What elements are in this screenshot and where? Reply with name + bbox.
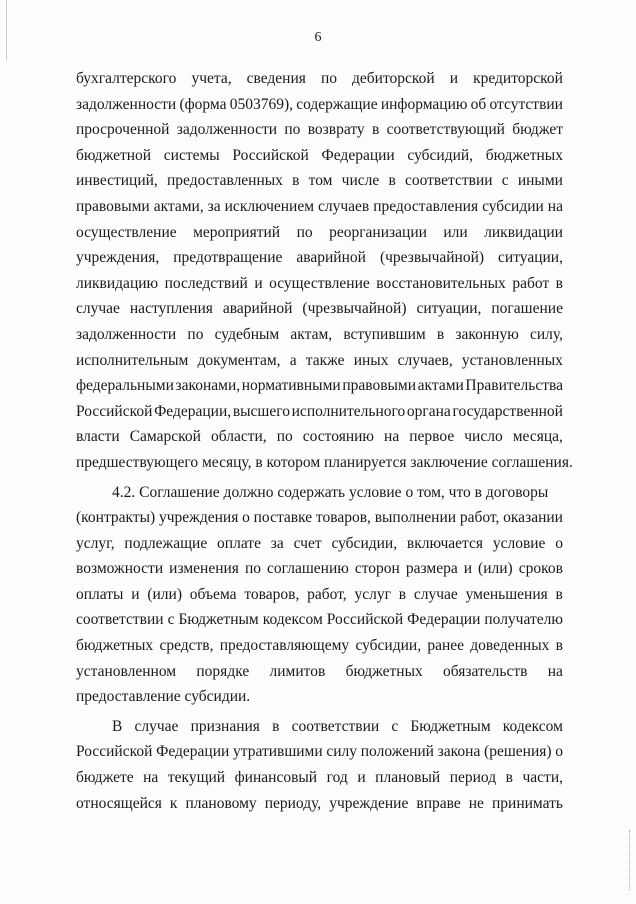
word: возврату <box>307 121 365 139</box>
word: Правительства <box>465 377 563 395</box>
paragraph <box>76 66 573 476</box>
word: случае <box>413 585 458 603</box>
word: (или) <box>147 585 182 603</box>
word: бюджетной <box>76 146 152 164</box>
word: обязательств <box>443 662 528 680</box>
word: осуществление <box>76 223 177 241</box>
word: бюджетных <box>345 662 423 680</box>
word: восстановительных <box>376 274 506 292</box>
word: предоставленных <box>166 172 283 190</box>
word: соглашению <box>267 560 349 578</box>
word: органа <box>406 402 451 420</box>
word: учреждения, <box>76 249 160 267</box>
word: об <box>470 95 487 113</box>
word: лимитов <box>269 662 326 680</box>
word: услуг, <box>76 534 115 552</box>
word: поставке <box>253 509 313 527</box>
word: ликвидацию <box>76 274 159 292</box>
word: нормативными <box>241 377 341 395</box>
word: сроков <box>518 560 563 578</box>
word: в <box>555 585 563 603</box>
word: исполнительным <box>76 351 189 369</box>
word: исполнительного <box>291 402 406 420</box>
text-line <box>76 633 563 659</box>
word: изменения <box>169 560 239 578</box>
word: с <box>501 172 509 190</box>
word: порядке <box>196 662 250 680</box>
word: Федерации <box>156 743 230 761</box>
text-line <box>76 66 563 92</box>
word: (контракты) <box>76 509 156 527</box>
word: сведения <box>246 70 306 87</box>
word: о <box>555 534 563 552</box>
text-line <box>76 245 563 271</box>
word: вступившим <box>343 325 426 343</box>
word: субсидии, <box>355 637 422 655</box>
word: Федерации <box>407 611 481 629</box>
word: дебиторской <box>352 70 435 87</box>
word: задолженности <box>176 121 278 139</box>
text-line: 4.2. Соглашение должно содержать условие о том, что в договоры <box>112 483 549 501</box>
word: Российской <box>232 146 309 164</box>
word: субсидий, <box>407 146 474 164</box>
word: (форма <box>179 95 227 113</box>
word: правовыми <box>342 377 417 395</box>
document-body <box>76 66 573 816</box>
word: условие <box>492 534 546 552</box>
word: с <box>167 611 175 629</box>
text-line <box>76 424 563 450</box>
word: по <box>187 325 204 343</box>
word: субсидии <box>482 197 544 215</box>
word: задолженности <box>76 95 177 113</box>
word: кодексом <box>262 611 323 629</box>
word: (чрезвычайной) <box>379 249 485 267</box>
word: случае <box>76 300 120 318</box>
word: вправе <box>416 794 461 812</box>
word: не <box>468 794 484 812</box>
word: с <box>391 717 399 735</box>
word: в <box>292 172 300 190</box>
word: Бюджетным <box>178 611 259 629</box>
text-line <box>76 659 563 685</box>
word: соответствии <box>404 172 493 190</box>
word: в <box>371 121 380 139</box>
word: соответствии <box>76 611 164 629</box>
word: услуг <box>354 585 391 603</box>
word: (или) <box>478 560 513 578</box>
word: и <box>449 70 459 87</box>
scan-edge-mark <box>629 830 632 890</box>
text-line <box>76 117 563 143</box>
text-line <box>76 714 563 740</box>
word: или <box>443 223 468 241</box>
word: соответствующий <box>386 121 505 139</box>
word: также <box>305 351 345 369</box>
word: средств, <box>159 637 214 655</box>
word: финансовый <box>234 769 318 787</box>
text-line <box>76 143 563 169</box>
word: и <box>254 274 263 292</box>
word: в <box>505 769 513 787</box>
word: положений <box>360 743 434 761</box>
word: законами, <box>175 377 241 395</box>
word: объема <box>189 585 237 603</box>
text-line <box>76 373 563 399</box>
word: бухгалтерского <box>76 70 177 87</box>
word: и <box>463 560 473 578</box>
word: месяца, <box>512 428 563 446</box>
text-line <box>76 168 563 194</box>
word: а <box>289 351 297 369</box>
word: содержащие <box>296 95 378 113</box>
word: В <box>112 717 123 735</box>
word: признания <box>190 717 260 735</box>
word: актам, <box>290 325 333 343</box>
word: актами, <box>153 197 204 215</box>
word: относящейся <box>76 794 162 812</box>
word: Российской <box>326 611 404 629</box>
word: актами <box>417 377 464 395</box>
word: и <box>357 769 366 787</box>
word: реорганизации <box>329 223 427 241</box>
word: осуществление <box>269 274 370 292</box>
word: бюджетных <box>485 146 563 164</box>
word: исключением <box>224 197 315 215</box>
word: кредиторской <box>473 70 563 87</box>
word: кодексом <box>502 717 563 735</box>
word: товаров, <box>244 585 300 603</box>
word: по <box>296 223 313 241</box>
word: за <box>270 534 284 552</box>
word: правовыми <box>76 197 150 215</box>
word: Федерации, <box>154 402 232 420</box>
page-number: 6 <box>314 30 322 45</box>
word: плановому <box>185 794 257 812</box>
text-line <box>76 322 563 348</box>
word: ликвидации <box>484 223 563 241</box>
word: плановый <box>375 769 441 787</box>
word: инвестиций, <box>76 172 158 190</box>
text-line <box>76 556 563 582</box>
word: на <box>547 662 563 680</box>
word: (чрезвычайной) <box>302 300 407 318</box>
word: закона <box>437 743 481 761</box>
word: отсутствии <box>489 95 563 113</box>
word: предотвращение <box>173 249 283 267</box>
word: власти <box>76 428 120 446</box>
text-line <box>76 220 563 246</box>
word: первое <box>409 428 455 446</box>
text-line <box>76 739 563 765</box>
word: судебным <box>214 325 280 343</box>
word: учета, <box>191 70 232 87</box>
word: работ, <box>307 585 347 603</box>
word: последствий <box>164 274 248 292</box>
text-line <box>76 791 563 817</box>
word: возможности <box>76 560 164 578</box>
word: подлежащие <box>124 534 208 552</box>
word: области, <box>210 428 267 446</box>
word: Федерации <box>321 146 395 164</box>
word: оказании <box>503 509 563 527</box>
word: (решения) <box>484 743 552 761</box>
word: число <box>464 428 503 446</box>
word: соответствии <box>291 717 380 735</box>
word: в <box>272 717 280 735</box>
word: в <box>388 172 396 190</box>
word: Самарской <box>129 428 201 446</box>
word: за <box>207 197 221 215</box>
word: получателю <box>484 611 563 629</box>
word: государственной <box>452 402 563 420</box>
word: в <box>555 637 563 655</box>
text-line <box>76 194 563 220</box>
word: случаев <box>317 197 370 215</box>
word: бюджет <box>512 121 563 139</box>
word: период <box>449 769 497 787</box>
text-line <box>76 765 563 791</box>
word: работ, <box>459 509 500 527</box>
word: ситуации, <box>416 300 482 318</box>
word: в <box>555 274 563 292</box>
word: бюджете <box>76 769 134 787</box>
word: о <box>555 743 563 761</box>
word: товаров, <box>315 509 371 527</box>
word: силу <box>326 743 358 761</box>
word: аварийной <box>222 300 293 318</box>
word: в <box>398 585 407 603</box>
word: 0503769), <box>229 95 293 113</box>
word: системы <box>163 146 220 164</box>
word: предоставляющему <box>219 637 350 655</box>
text-line <box>76 531 563 557</box>
word: наступления <box>129 300 213 318</box>
word: год <box>326 769 348 787</box>
word: учреждение <box>329 794 409 812</box>
word: в <box>436 325 445 343</box>
text-line <box>76 505 563 531</box>
word: оплате <box>217 534 261 552</box>
word: уменьшения <box>465 585 548 603</box>
text-line <box>76 296 563 322</box>
word: силу, <box>529 325 563 343</box>
text-line <box>76 607 563 633</box>
word: установленном <box>76 662 177 680</box>
word: законную <box>455 325 519 343</box>
word: к <box>169 794 178 812</box>
word: информацию <box>380 95 468 113</box>
word: высшего <box>232 402 290 420</box>
word: иными <box>517 172 563 190</box>
word: по <box>320 70 337 87</box>
text-line: предшествующего месяцу, в котором планируется заключение соглашения. <box>76 453 573 471</box>
word: о <box>242 509 250 527</box>
word: работ <box>512 274 550 292</box>
word: аварийной <box>296 249 366 267</box>
word: субсидии, <box>331 534 398 552</box>
word: бюджетных <box>76 637 154 655</box>
word: просроченной <box>76 121 170 139</box>
word: документам, <box>197 351 281 369</box>
word: Российской <box>76 743 153 761</box>
word: доведенных <box>470 637 550 655</box>
word: включается <box>406 534 484 552</box>
word: периоду, <box>264 794 322 812</box>
word: федеральными <box>76 377 174 395</box>
word: счет <box>293 534 322 552</box>
word: ранее <box>427 637 465 655</box>
paragraph <box>76 480 563 710</box>
word: Бюджетным <box>410 717 491 735</box>
word: по <box>284 121 301 139</box>
word: части, <box>522 769 563 787</box>
paragraph <box>76 714 563 816</box>
word: оплаты <box>76 585 124 603</box>
word: Российской <box>76 402 153 420</box>
text-line <box>76 399 563 425</box>
word: размера <box>405 560 458 578</box>
text-line <box>76 271 563 297</box>
word: предоставления <box>373 197 479 215</box>
word: числе <box>341 172 380 190</box>
word: случаев, <box>397 351 453 369</box>
word: установленных <box>461 351 563 369</box>
word: на <box>547 197 563 215</box>
word: и <box>131 585 140 603</box>
text-line: предоставление субсидии. <box>76 688 251 706</box>
word: иных <box>353 351 389 369</box>
word: том <box>308 172 333 190</box>
word: утратившими <box>233 743 323 761</box>
word: выполнении <box>374 509 457 527</box>
word: сторон <box>354 560 400 578</box>
word: учреждения <box>158 509 239 527</box>
text-line <box>76 92 563 118</box>
text-line <box>76 348 563 374</box>
word: на <box>384 428 400 446</box>
word: на <box>143 769 159 787</box>
word: погашение <box>491 300 563 318</box>
word: текущий <box>167 769 226 787</box>
word: ситуации, <box>498 249 563 267</box>
text-line <box>76 582 563 608</box>
word: принимать <box>491 794 563 812</box>
word: состоянию <box>302 428 374 446</box>
word: задолженности <box>76 325 177 343</box>
word: случае <box>134 717 179 735</box>
word: по <box>244 560 261 578</box>
word: мероприятий <box>193 223 281 241</box>
word: по <box>276 428 293 446</box>
